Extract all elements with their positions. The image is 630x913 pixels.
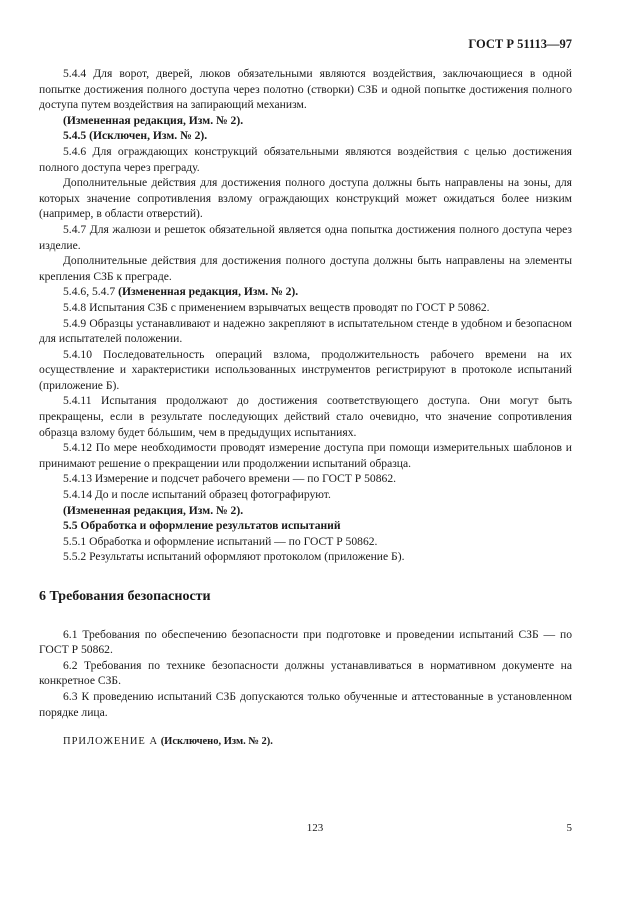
paragraph-5-4-4: 5.4.4 Для ворот, дверей, люков обязательными являются воздействия, заключающиеся в одной попытке достижения полного доступа через полотно (створки) СЗБ и одной попытке достижения полного доступа путем воздействия на запирающий механизм.	[39, 67, 572, 112]
amendment-note-5-4-14: (Измененная редакция, Изм. № 2).	[63, 503, 244, 517]
paragraph-5-4-8: 5.4.8 Испытания СЗБ с применением взрывчатых веществ проводят по ГОСТ Р 50862.	[63, 300, 490, 314]
local-page-number: 5	[566, 822, 572, 834]
paragraph-5-4-7: 5.4.7 Для жалюзи и решеток обязательной является одна попытка достижения полного доступа через изделие.	[39, 222, 572, 252]
amendment-prefix: 5.4.6, 5.4.7	[63, 285, 119, 299]
page-number: 123	[306, 822, 324, 834]
appendix-status: (Исключено, Изм. № 2).	[160, 736, 273, 748]
subsection-heading-5-5: 5.5 Обработка и оформление результатов испытаний	[63, 519, 341, 533]
appendix-label: ПРИЛОЖЕНИЕ А	[63, 736, 159, 748]
paragraph-5-4-6: 5.4.6 Для ограждающих конструкций обязательными являются воздействия с целью достижения полного доступа через преграду.	[39, 144, 572, 174]
amendment-note-5-4-6-5-4-7	[39, 284, 572, 300]
paragraph-5-5-2: 5.5.2 Результаты испытаний оформляют протоколом (приложение Б).	[63, 550, 405, 564]
paragraph-5-4-9: 5.4.9 Образцы устанавливают и надежно закрепляют в испытательном стенде в удобном и безопасном для испытателей положении.	[39, 316, 572, 346]
amendment-text: (Измененная редакция, Изм. № 2).	[118, 285, 299, 299]
appendix-note	[39, 734, 572, 750]
paragraph-5-4-6-addition: Дополнительные действия для достижения полного доступа должны быть направлены на зоны, для которых значение сопротивления взлому ограждающих конструкций может ожидаться более низким (например, в области отверстий).	[39, 176, 572, 221]
paragraph-5-4-10: 5.4.10 Последовательность операций взлома, продолжительность рабочего времени на их осуществление и характеристики использованных инструментов регистрируют в протоколе испытаний (приложение Б).	[39, 347, 572, 392]
document-id: ГОСТ Р 51113—97	[468, 37, 572, 51]
paragraph-5-4-12: 5.4.12 По мере необходимости проводят измерение доступа при помощи измерительных шаблонов и принимают решение о прекращении или продолжении испытаний образца.	[39, 441, 572, 470]
paragraph-6-1: 6.1 Требования по обеспечению безопасности при подготовке и проведении испытаний СЗБ — по ГОСТ Р 50862.	[39, 627, 572, 657]
section-heading: 6 Требования безопасности	[39, 589, 211, 604]
paragraph-5-4-11: 5.4.11 Испытания продолжают до достижения соответствующего доступа. Они могут быть прекращены, если в результате последующих действий стало очевидно, что значение сопротивления образца взлому будет бóльшим, чем в предыдущих испытаниях.	[39, 394, 572, 439]
paragraph-5-4-7-addition: Дополнительные действия для достижения полного доступа должны быть направлены на элементы крепления СЗБ к преграде.	[39, 254, 572, 283]
paragraph-5-4-13: 5.4.13 Измерение и подсчет рабочего времени — по ГОСТ Р 50862.	[63, 472, 397, 486]
paragraph-5-5-1: 5.5.1 Обработка и оформление испытаний — по ГОСТ Р 50862.	[63, 534, 378, 548]
document-body	[39, 66, 572, 750]
paragraph-5-4-14: 5.4.14 До и после испытаний образец фотографируют.	[63, 488, 331, 502]
paragraph-5-4-5: 5.4.5 (Исключен, Изм. № 2).	[63, 129, 208, 143]
amendment-note: (Измененная редакция, Изм. № 2).	[63, 113, 244, 127]
paragraph-6-3: 6.3 К проведению испытаний СЗБ допускаются только обученные и аттестованные в установленном порядке лица.	[39, 689, 572, 719]
paragraph-6-2: 6.2 Требования по технике безопасности должны устанавливаться в нормативном документе на конкретное СЗБ.	[39, 658, 572, 688]
